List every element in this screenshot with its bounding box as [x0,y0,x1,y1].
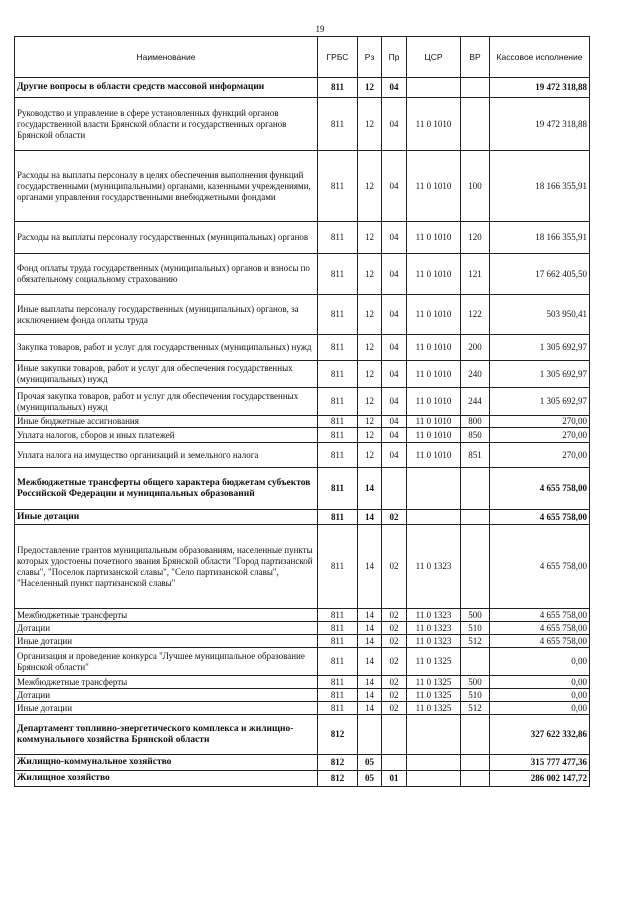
cell-grbs: 811 [318,416,358,428]
cell-vr: 510 [461,689,490,702]
cell-pr: 02 [382,635,407,648]
cell-csr: 11 0 1325 [407,702,461,715]
cell-grbs: 811 [318,335,358,361]
cell-csr: 11 0 1323 [407,622,461,635]
cell-csr: 11 0 1010 [407,361,461,388]
cell-grbs: 811 [318,361,358,388]
cell-vr [461,715,490,755]
cell-grbs: 811 [318,428,358,443]
cell-grbs: 812 [318,771,358,787]
cell-name: Иные выплаты персоналу государственных (муниципальных) органов, за исключением фонда оплаты труда [15,295,318,335]
cell-pr: 04 [382,78,407,98]
cell-amount: 1 305 692,97 [490,388,590,416]
cell-vr [461,648,490,676]
table-row [15,702,590,715]
cell-vr: 244 [461,388,490,416]
cell-name: Фонд оплаты труда государственных (муниципальных) органов и взносы по обязательному социальному страхованию [15,254,318,295]
cell-amount: 4 655 758,00 [490,609,590,622]
cell-pr: 04 [382,428,407,443]
cell-name: Межбюджетные трансферты общего характера бюджетам субъектов Российской Федерации и муниципальных образований [15,468,318,510]
cell-csr: 11 0 1010 [407,428,461,443]
cell-name: Иные дотации [15,635,318,648]
cell-name: Дотации [15,689,318,702]
cell-rz: 14 [358,635,382,648]
cell-name: Расходы на выплаты персоналу в целях обеспечения выполнения функций государственными (муниципальными) органами, казенными учреждениями, органами управления государственными внебюджетными фондами [15,151,318,222]
cell-vr: 200 [461,335,490,361]
cell-vr: 850 [461,428,490,443]
cell-grbs: 811 [318,151,358,222]
table-row [15,443,590,468]
cell-grbs: 812 [318,755,358,771]
cell-pr: 02 [382,689,407,702]
cell-pr: 04 [382,388,407,416]
table-row [15,648,590,676]
cell-rz: 12 [358,254,382,295]
header-grbs: ГРБС [318,37,358,78]
cell-grbs: 812 [318,715,358,755]
cell-vr: 240 [461,361,490,388]
cell-csr: 11 0 1010 [407,335,461,361]
cell-rz: 14 [358,702,382,715]
cell-name: Предоставление грантов муниципальным образованиям, населенные пункты которых удостоены почетного звания Брянской области "Город партизанской славы", "Поселок партизанской славы", "Село партизанской славы", "Населенный пункт партизанской славы" [15,525,318,609]
cell-amount: 4 655 758,00 [490,622,590,635]
cell-rz: 14 [358,609,382,622]
table-row [15,771,590,787]
cell-amount: 4 655 758,00 [490,468,590,510]
table-row [15,98,590,151]
cell-vr: 122 [461,295,490,335]
cell-pr: 02 [382,609,407,622]
cell-amount: 4 655 758,00 [490,635,590,648]
cell-grbs: 811 [318,702,358,715]
table-row [15,689,590,702]
cell-amount: 0,00 [490,689,590,702]
cell-csr [407,715,461,755]
cell-amount: 18 166 355,91 [490,151,590,222]
cell-vr: 500 [461,676,490,689]
cell-pr: 04 [382,295,407,335]
cell-grbs: 811 [318,468,358,510]
cell-grbs: 811 [318,609,358,622]
cell-pr [382,468,407,510]
cell-vr: 512 [461,635,490,648]
table-row [15,715,590,755]
cell-name: Расходы на выплаты персоналу государственных (муниципальных) органов [15,222,318,254]
cell-name: Руководство и управление в сфере установленных функций органов государственной власти Брянской области и государственных органов Брянской области [15,98,318,151]
table-row [15,468,590,510]
cell-grbs: 811 [318,676,358,689]
cell-pr: 02 [382,622,407,635]
cell-grbs: 811 [318,622,358,635]
cell-csr: 11 0 1010 [407,443,461,468]
header-csr: ЦСР [407,37,461,78]
cell-pr: 02 [382,648,407,676]
cell-csr: 11 0 1323 [407,525,461,609]
cell-name: Закупка товаров, работ и услуг для государственных (муниципальных) нужд [15,335,318,361]
cell-grbs: 811 [318,388,358,416]
table-row [15,388,590,416]
table-row [15,78,590,98]
cell-csr: 11 0 1010 [407,151,461,222]
cell-amount: 4 655 758,00 [490,510,590,525]
cell-grbs: 811 [318,648,358,676]
cell-vr: 800 [461,416,490,428]
cell-amount: 0,00 [490,648,590,676]
cell-pr [382,755,407,771]
cell-vr: 512 [461,702,490,715]
cell-grbs: 811 [318,78,358,98]
cell-csr [407,510,461,525]
cell-vr [461,468,490,510]
cell-vr [461,755,490,771]
cell-rz: 12 [358,335,382,361]
table-row [15,510,590,525]
table-row [15,525,590,609]
cell-rz: 12 [358,443,382,468]
cell-rz [358,715,382,755]
table-row [15,295,590,335]
cell-rz: 14 [358,468,382,510]
cell-vr: 100 [461,151,490,222]
cell-grbs: 811 [318,510,358,525]
cell-name: Межбюджетные трансферты [15,609,318,622]
cell-amount: 315 777 477,36 [490,755,590,771]
cell-name: Жилищное хозяйство [15,771,318,787]
cell-pr: 04 [382,361,407,388]
cell-csr [407,755,461,771]
cell-rz: 14 [358,648,382,676]
table-row [15,428,590,443]
cell-csr: 11 0 1325 [407,676,461,689]
header-rz: Рз [358,37,382,78]
cell-csr: 11 0 1010 [407,388,461,416]
cell-name: Жилищно-коммунальное хозяйство [15,755,318,771]
cell-csr: 11 0 1323 [407,609,461,622]
cell-name: Иные дотации [15,702,318,715]
cell-name: Прочая закупка товаров, работ и услуг для обеспечения государственных (муниципальных) нужд [15,388,318,416]
cell-amount: 1 305 692,97 [490,361,590,388]
cell-csr: 11 0 1323 [407,635,461,648]
cell-rz: 12 [358,295,382,335]
cell-vr: 851 [461,443,490,468]
cell-vr [461,525,490,609]
cell-rz: 14 [358,622,382,635]
header-pr: Пр [382,37,407,78]
cell-pr: 02 [382,510,407,525]
cell-name: Уплата налогов, сборов и иных платежей [15,428,318,443]
table-row [15,755,590,771]
header-name: Наименование [15,37,318,78]
cell-grbs: 811 [318,443,358,468]
cell-amount: 270,00 [490,416,590,428]
cell-csr: 11 0 1010 [407,295,461,335]
cell-name: Организация и проведение конкурса "Лучшее муниципальное образование Брянской области" [15,648,318,676]
cell-pr: 01 [382,771,407,787]
cell-pr: 04 [382,416,407,428]
cell-rz: 12 [358,98,382,151]
cell-grbs: 811 [318,635,358,648]
cell-rz: 12 [358,428,382,443]
cell-amount: 4 655 758,00 [490,525,590,609]
cell-amount: 270,00 [490,428,590,443]
cell-amount: 19 472 318,88 [490,78,590,98]
table-row [15,676,590,689]
cell-pr: 04 [382,443,407,468]
cell-rz: 12 [358,361,382,388]
cell-amount: 0,00 [490,702,590,715]
budget-table [14,36,590,787]
cell-rz: 14 [358,689,382,702]
page-number: 19 [315,24,325,34]
cell-csr: 11 0 1325 [407,648,461,676]
cell-vr: 121 [461,254,490,295]
cell-rz: 14 [358,676,382,689]
cell-vr [461,510,490,525]
cell-amount: 18 166 355,91 [490,222,590,254]
cell-vr: 500 [461,609,490,622]
header-amount: Кассовое исполнение [490,37,590,78]
cell-csr: 11 0 1010 [407,254,461,295]
cell-amount: 17 662 405,50 [490,254,590,295]
cell-pr: 04 [382,98,407,151]
table-row [15,416,590,428]
cell-amount: 1 305 692,97 [490,335,590,361]
cell-pr: 02 [382,525,407,609]
cell-csr [407,78,461,98]
cell-pr: 04 [382,222,407,254]
cell-amount: 503 950,41 [490,295,590,335]
cell-rz: 12 [358,416,382,428]
cell-rz: 12 [358,388,382,416]
cell-vr [461,771,490,787]
cell-csr: 11 0 1010 [407,416,461,428]
cell-rz: 05 [358,755,382,771]
cell-grbs: 811 [318,254,358,295]
cell-pr: 04 [382,335,407,361]
cell-rz: 12 [358,151,382,222]
cell-name: Иные закупки товаров, работ и услуг для обеспечения государственных (муниципальных) нужд [15,361,318,388]
table-row [15,335,590,361]
cell-name: Другие вопросы в области средств массовой информации [15,78,318,98]
cell-csr: 11 0 1325 [407,689,461,702]
cell-grbs: 811 [318,98,358,151]
cell-csr [407,771,461,787]
cell-name: Департамент топливно-энергетического комплекса и жилищно-коммунального хозяйства Брянской области [15,715,318,755]
cell-amount: 286 002 147,72 [490,771,590,787]
cell-grbs: 811 [318,295,358,335]
cell-name: Межбюджетные трансферты [15,676,318,689]
cell-vr [461,78,490,98]
cell-vr: 120 [461,222,490,254]
table-row [15,222,590,254]
cell-rz: 14 [358,525,382,609]
cell-grbs: 811 [318,689,358,702]
cell-rz: 05 [358,771,382,787]
cell-pr: 02 [382,676,407,689]
cell-pr: 02 [382,702,407,715]
cell-amount: 0,00 [490,676,590,689]
cell-amount: 19 472 318,88 [490,98,590,151]
table-row [15,622,590,635]
cell-pr: 04 [382,151,407,222]
cell-grbs: 811 [318,525,358,609]
table-header [15,37,590,78]
cell-rz: 14 [358,510,382,525]
cell-amount: 327 622 332,86 [490,715,590,755]
cell-grbs: 811 [318,222,358,254]
cell-amount: 270,00 [490,443,590,468]
table-row [15,635,590,648]
table-row [15,609,590,622]
table-row [15,361,590,388]
table-row [15,254,590,295]
cell-pr [382,715,407,755]
cell-vr [461,98,490,151]
cell-vr: 510 [461,622,490,635]
header-vr: ВР [461,37,490,78]
cell-rz: 12 [358,222,382,254]
table-row [15,151,590,222]
cell-csr: 11 0 1010 [407,222,461,254]
cell-rz: 12 [358,78,382,98]
cell-csr [407,468,461,510]
cell-pr: 04 [382,254,407,295]
cell-csr: 11 0 1010 [407,98,461,151]
cell-name: Иные дотации [15,510,318,525]
cell-name: Иные бюджетные ассигнования [15,416,318,428]
cell-name: Уплата налога на имущество организаций и земельного налога [15,443,318,468]
cell-name: Дотации [15,622,318,635]
